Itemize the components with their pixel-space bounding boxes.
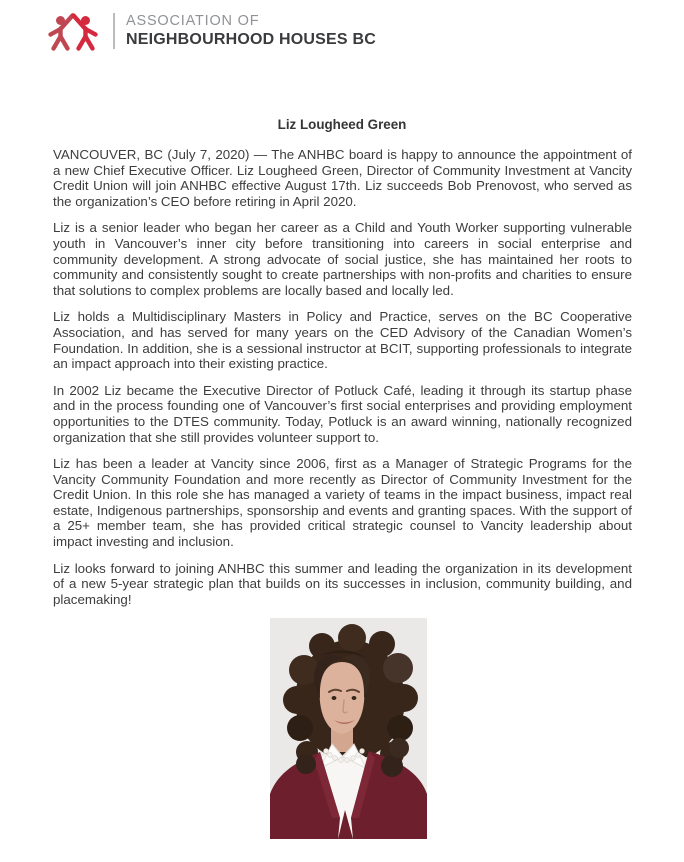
photo-container — [0, 618, 684, 839]
article-body — [53, 147, 632, 607]
press-release-paragraph-3: Liz holds a Multidisciplinary Masters in Policy and Practice, serves on the BC Cooperative Association, and has served for many years on the CED Advisory of the Canadian Women’s Foundation. In addition, she is a sessional instructor at BCIT, supporting professionals to integrate an impact approach into their existing practice. — [53, 309, 632, 372]
org-logo — [0, 0, 684, 53]
portrait-illustration — [270, 618, 427, 839]
press-release-paragraph-2: Liz is a senior leader who began her career as a Child and Youth Worker supporting vulnerable youth in Vancouver’s inner city before transitioning into careers in social enterprise and community development. A strong advocate of social justice, she has maintained her roots to community and consistently sought to create partnerships with non-profits and charities to ensure that solutions to complex problems are locally based and locally led. — [53, 220, 632, 298]
logo-figure-left-head — [56, 16, 65, 25]
press-release-paragraph-4: In 2002 Liz became the Executive Director of Potluck Café, leading it through its startup phase and in the process founding one of Vancouver’s first social enterprises and providing employment opportunities to the DTES community. Today, Potluck is an award winning, nationally recognized organization that she still provides volunteer support to. — [53, 382, 632, 445]
neighbourhood-houses-icon — [45, 10, 101, 52]
page-title: Liz Lougheed Green — [277, 117, 407, 132]
org-name — [126, 13, 376, 50]
press-release-paragraph-6: Liz looks forward to joining ANHBC this summer and leading the organization in its development of a new 5-year strategic plan that builds on its successes in inclusion, community building, and placemaking! — [53, 560, 632, 607]
org-name-line1: ASSOCIATION OF — [126, 12, 260, 29]
org-name-line2: NEIGHBOURHOOD HOUSES BC — [126, 31, 376, 49]
portrait-photo — [270, 618, 427, 839]
press-release-paragraph-1: VANCOUVER, BC (July 7, 2020) — The ANHBC board is happy to announce the appointment of a new Chief Executive Officer. Liz Lougheed Green, Director of Community Investment at Vancity Credit Union will join ANHBC effective August 17th. Liz succeeds Bob Prenovost, who served as the organization’s CEO before retiring in April 2020. — [53, 147, 632, 209]
logo-divider — [113, 13, 115, 49]
logo-figure-right-head — [81, 16, 90, 25]
press-release-paragraph-5: Liz has been a leader at Vancity since 2006, first as a Manager of Strategic Programs for the Vancity Community Foundation and more recently as Director of Community Investment for the Credit Union. In this role she has managed a variety of teams in the impact business, impact real estate, Indigenous partnerships, sponsorship and events and granting spaces. With the support of a 25+ member team, she has provided critical strategic counsel to Vancity leadership about impact investing and inclusion. — [53, 456, 632, 550]
